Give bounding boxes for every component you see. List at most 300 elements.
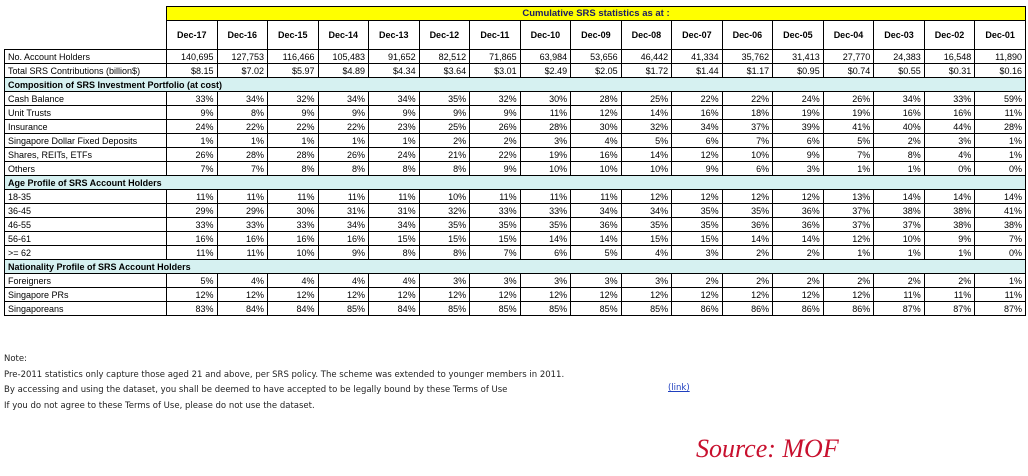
table-title: Cumulative SRS statistics as at : bbox=[167, 7, 1026, 21]
value-cell: 10% bbox=[520, 162, 571, 176]
value-cell: 16% bbox=[318, 232, 369, 246]
value-cell: 2% bbox=[773, 274, 824, 288]
value-cell: 12% bbox=[722, 288, 773, 302]
value-cell: 24,383 bbox=[874, 50, 925, 64]
value-cell: 85% bbox=[419, 302, 470, 316]
value-cell: 37% bbox=[874, 218, 925, 232]
value-cell: $2.49 bbox=[520, 64, 571, 78]
value-cell: 33% bbox=[924, 92, 975, 106]
value-cell: 3% bbox=[672, 246, 723, 260]
value-cell: 35% bbox=[419, 218, 470, 232]
value-cell: 87% bbox=[924, 302, 975, 316]
value-cell: 22% bbox=[318, 120, 369, 134]
value-cell: 32% bbox=[621, 120, 672, 134]
value-cell: 22% bbox=[672, 92, 723, 106]
value-cell: 1% bbox=[874, 162, 925, 176]
value-cell: 36% bbox=[773, 218, 824, 232]
value-cell: 3% bbox=[924, 134, 975, 148]
value-cell: 1% bbox=[975, 148, 1026, 162]
row-label: Total SRS Contributions (billion$) bbox=[5, 64, 167, 78]
value-cell: 105,483 bbox=[318, 50, 369, 64]
table-row bbox=[5, 134, 1026, 148]
blank-corner-cell bbox=[5, 7, 167, 21]
year-header-cell: Dec-13 bbox=[369, 21, 420, 50]
value-cell: 22% bbox=[268, 120, 319, 134]
value-cell: 11% bbox=[975, 288, 1026, 302]
value-cell: 16% bbox=[217, 232, 268, 246]
value-cell: 91,652 bbox=[369, 50, 420, 64]
value-cell: 16,548 bbox=[924, 50, 975, 64]
value-cell: 86% bbox=[773, 302, 824, 316]
value-cell: 11% bbox=[268, 190, 319, 204]
value-cell: 86% bbox=[672, 302, 723, 316]
value-cell: 11% bbox=[975, 106, 1026, 120]
value-cell: 9% bbox=[369, 106, 420, 120]
value-cell: 2% bbox=[773, 246, 824, 260]
value-cell: 8% bbox=[369, 162, 420, 176]
source-caption: Source: MOF bbox=[696, 434, 839, 463]
value-cell: 12% bbox=[369, 288, 420, 302]
year-header-cell: Dec-07 bbox=[672, 21, 723, 50]
value-cell: 33% bbox=[167, 218, 218, 232]
value-cell: 12% bbox=[823, 232, 874, 246]
value-cell: 12% bbox=[672, 288, 723, 302]
value-cell: 28% bbox=[217, 148, 268, 162]
value-cell: 16% bbox=[268, 232, 319, 246]
table-row bbox=[5, 246, 1026, 260]
year-header-cell: Dec-14 bbox=[318, 21, 369, 50]
value-cell: 22% bbox=[217, 120, 268, 134]
value-cell: 4% bbox=[924, 148, 975, 162]
value-cell: $7.02 bbox=[217, 64, 268, 78]
notes-heading: Note: bbox=[4, 354, 27, 364]
value-cell: 15% bbox=[621, 232, 672, 246]
section-title: Nationality Profile of SRS Account Holders bbox=[5, 260, 1026, 274]
value-cell: 11% bbox=[924, 288, 975, 302]
value-cell: 140,695 bbox=[167, 50, 218, 64]
value-cell: 1% bbox=[268, 134, 319, 148]
value-cell: $0.95 bbox=[773, 64, 824, 78]
value-cell: 33% bbox=[268, 218, 319, 232]
value-cell: 82,512 bbox=[419, 50, 470, 64]
value-cell: 16% bbox=[874, 106, 925, 120]
value-cell: 33% bbox=[470, 204, 521, 218]
value-cell: 2% bbox=[823, 274, 874, 288]
value-cell: 8% bbox=[419, 162, 470, 176]
value-cell: 35,762 bbox=[722, 50, 773, 64]
value-cell: $8.15 bbox=[167, 64, 218, 78]
value-cell: 4% bbox=[571, 134, 622, 148]
table-row bbox=[5, 232, 1026, 246]
value-cell: 12% bbox=[268, 288, 319, 302]
value-cell: 30% bbox=[268, 204, 319, 218]
value-cell: 14% bbox=[874, 190, 925, 204]
value-cell: 24% bbox=[167, 120, 218, 134]
year-header-cell: Dec-12 bbox=[419, 21, 470, 50]
row-label: Unit Trusts bbox=[5, 106, 167, 120]
value-cell: $4.34 bbox=[369, 64, 420, 78]
value-cell: 9% bbox=[470, 162, 521, 176]
value-cell: 19% bbox=[520, 148, 571, 162]
value-cell: 22% bbox=[470, 148, 521, 162]
value-cell: 44% bbox=[924, 120, 975, 134]
value-cell: 11% bbox=[217, 190, 268, 204]
value-cell: $3.64 bbox=[419, 64, 470, 78]
value-cell: 3% bbox=[520, 134, 571, 148]
value-cell: 35% bbox=[672, 204, 723, 218]
row-label: 36-45 bbox=[5, 204, 167, 218]
value-cell: 12% bbox=[621, 288, 672, 302]
year-header-cell: Dec-03 bbox=[874, 21, 925, 50]
value-cell: 12% bbox=[672, 148, 723, 162]
value-cell: 12% bbox=[318, 288, 369, 302]
value-cell: 27,770 bbox=[823, 50, 874, 64]
value-cell: 33% bbox=[520, 204, 571, 218]
value-cell: 37% bbox=[823, 218, 874, 232]
value-cell: 32% bbox=[268, 92, 319, 106]
value-cell: 19% bbox=[823, 106, 874, 120]
year-header-cell: Dec-04 bbox=[823, 21, 874, 50]
value-cell: 5% bbox=[621, 134, 672, 148]
value-cell: 36% bbox=[722, 218, 773, 232]
value-cell: 31,413 bbox=[773, 50, 824, 64]
value-cell: $0.74 bbox=[823, 64, 874, 78]
value-cell: 6% bbox=[722, 162, 773, 176]
value-cell: 35% bbox=[722, 204, 773, 218]
value-cell: 1% bbox=[874, 246, 925, 260]
value-cell: 53,656 bbox=[571, 50, 622, 64]
table-row bbox=[5, 64, 1026, 78]
value-cell: 0% bbox=[975, 162, 1026, 176]
value-cell: 5% bbox=[823, 134, 874, 148]
value-cell: $1.17 bbox=[722, 64, 773, 78]
value-cell: 36% bbox=[773, 204, 824, 218]
value-cell: 12% bbox=[823, 288, 874, 302]
value-cell: 11% bbox=[470, 190, 521, 204]
value-cell: 26% bbox=[167, 148, 218, 162]
value-cell: 16% bbox=[571, 148, 622, 162]
value-cell: 30% bbox=[571, 120, 622, 134]
value-cell: 11,890 bbox=[975, 50, 1026, 64]
value-cell: 14% bbox=[520, 232, 571, 246]
value-cell: 37% bbox=[823, 204, 874, 218]
value-cell: 9% bbox=[268, 106, 319, 120]
value-cell: 29% bbox=[167, 204, 218, 218]
value-cell: 10% bbox=[268, 246, 319, 260]
value-cell: 46,442 bbox=[621, 50, 672, 64]
value-cell: 4% bbox=[217, 274, 268, 288]
value-cell: 11% bbox=[217, 246, 268, 260]
value-cell: 2% bbox=[874, 134, 925, 148]
value-cell: 9% bbox=[773, 148, 824, 162]
table-row bbox=[5, 92, 1026, 106]
row-label: Cash Balance bbox=[5, 92, 167, 106]
table-row bbox=[5, 190, 1026, 204]
value-cell: 11% bbox=[520, 106, 571, 120]
value-cell: $4.89 bbox=[318, 64, 369, 78]
value-cell: 3% bbox=[773, 162, 824, 176]
value-cell: 4% bbox=[621, 246, 672, 260]
value-cell: 34% bbox=[217, 92, 268, 106]
value-cell: 26% bbox=[318, 148, 369, 162]
value-cell: 28% bbox=[571, 92, 622, 106]
value-cell: 36% bbox=[571, 218, 622, 232]
value-cell: 2% bbox=[722, 246, 773, 260]
value-cell: 9% bbox=[167, 106, 218, 120]
value-cell: 85% bbox=[470, 302, 521, 316]
table-row bbox=[5, 274, 1026, 288]
value-cell: 26% bbox=[470, 120, 521, 134]
value-cell: 10% bbox=[722, 148, 773, 162]
year-header-cell: Dec-17 bbox=[167, 21, 218, 50]
value-cell: 37% bbox=[722, 120, 773, 134]
table-row bbox=[5, 218, 1026, 232]
table-row bbox=[5, 288, 1026, 302]
value-cell: 7% bbox=[722, 134, 773, 148]
value-cell: 3% bbox=[621, 274, 672, 288]
value-cell: 12% bbox=[520, 288, 571, 302]
value-cell: 7% bbox=[167, 162, 218, 176]
value-cell: $0.31 bbox=[924, 64, 975, 78]
value-cell: 14% bbox=[924, 190, 975, 204]
value-cell: 34% bbox=[621, 204, 672, 218]
value-cell: $3.01 bbox=[470, 64, 521, 78]
value-cell: 4% bbox=[268, 274, 319, 288]
value-cell: $0.16 bbox=[975, 64, 1026, 78]
value-cell: 11% bbox=[874, 288, 925, 302]
value-cell: 116,466 bbox=[268, 50, 319, 64]
table-row bbox=[5, 148, 1026, 162]
value-cell: 1% bbox=[975, 134, 1026, 148]
value-cell: 85% bbox=[571, 302, 622, 316]
value-cell: 9% bbox=[672, 162, 723, 176]
row-label: 46-55 bbox=[5, 218, 167, 232]
value-cell: 6% bbox=[520, 246, 571, 260]
value-cell: 21% bbox=[419, 148, 470, 162]
value-cell: 31% bbox=[369, 204, 420, 218]
value-cell: 29% bbox=[217, 204, 268, 218]
value-cell: 34% bbox=[369, 92, 420, 106]
section-header-row bbox=[5, 176, 1026, 190]
value-cell: 12% bbox=[167, 288, 218, 302]
value-cell: 14% bbox=[621, 106, 672, 120]
value-cell: 7% bbox=[823, 148, 874, 162]
value-cell: 12% bbox=[672, 190, 723, 204]
value-cell: 28% bbox=[975, 120, 1026, 134]
value-cell: 38% bbox=[924, 204, 975, 218]
value-cell: 15% bbox=[672, 232, 723, 246]
value-cell: 38% bbox=[975, 218, 1026, 232]
year-header-cell: Dec-01 bbox=[975, 21, 1026, 50]
value-cell: 34% bbox=[369, 218, 420, 232]
value-cell: 10% bbox=[419, 190, 470, 204]
table-row bbox=[5, 162, 1026, 176]
value-cell: 12% bbox=[470, 288, 521, 302]
value-cell: 13% bbox=[823, 190, 874, 204]
value-cell: 7% bbox=[470, 246, 521, 260]
value-cell: 1% bbox=[167, 134, 218, 148]
value-cell: 30% bbox=[520, 92, 571, 106]
value-cell: $0.55 bbox=[874, 64, 925, 78]
value-cell: 41% bbox=[975, 204, 1026, 218]
value-cell: 3% bbox=[470, 274, 521, 288]
value-cell: 85% bbox=[318, 302, 369, 316]
value-cell: 31% bbox=[318, 204, 369, 218]
value-cell: 15% bbox=[419, 232, 470, 246]
value-cell: 1% bbox=[369, 134, 420, 148]
value-cell: 22% bbox=[722, 92, 773, 106]
row-label: Foreigners bbox=[5, 274, 167, 288]
value-cell: 32% bbox=[470, 92, 521, 106]
table-row bbox=[5, 120, 1026, 134]
value-cell: 34% bbox=[318, 92, 369, 106]
value-cell: 15% bbox=[369, 232, 420, 246]
value-cell: 5% bbox=[167, 274, 218, 288]
year-header-cell: Dec-02 bbox=[924, 21, 975, 50]
value-cell: 38% bbox=[924, 218, 975, 232]
srs-statistics-table bbox=[4, 6, 1026, 316]
value-cell: 38% bbox=[874, 204, 925, 218]
value-cell: 9% bbox=[318, 106, 369, 120]
row-label: Singapore Dollar Fixed Deposits bbox=[5, 134, 167, 148]
value-cell: 11% bbox=[520, 190, 571, 204]
value-cell: 6% bbox=[773, 134, 824, 148]
value-cell: 25% bbox=[621, 92, 672, 106]
note-line-1: Pre-2011 statistics only capture those aged 21 and above, per SRS policy. The scheme was extended to younger members in 2011. bbox=[4, 369, 565, 380]
value-cell: 35% bbox=[419, 92, 470, 106]
value-cell: 8% bbox=[419, 246, 470, 260]
value-cell: 14% bbox=[621, 148, 672, 162]
value-cell: 8% bbox=[217, 106, 268, 120]
value-cell: 1% bbox=[823, 162, 874, 176]
value-cell: 0% bbox=[975, 246, 1026, 260]
value-cell: 14% bbox=[571, 232, 622, 246]
table-row bbox=[5, 106, 1026, 120]
value-cell: 8% bbox=[268, 162, 319, 176]
value-cell: 11% bbox=[369, 190, 420, 204]
value-cell: 84% bbox=[268, 302, 319, 316]
value-cell: 11% bbox=[318, 190, 369, 204]
value-cell: 26% bbox=[823, 92, 874, 106]
value-cell: 63,984 bbox=[520, 50, 571, 64]
value-cell: 32% bbox=[419, 204, 470, 218]
value-cell: 12% bbox=[571, 106, 622, 120]
notes-block bbox=[4, 352, 564, 414]
value-cell: 9% bbox=[470, 106, 521, 120]
value-cell: $5.97 bbox=[268, 64, 319, 78]
value-cell: 4% bbox=[369, 274, 420, 288]
value-cell: 71,865 bbox=[470, 50, 521, 64]
row-label: No. Account Holders bbox=[5, 50, 167, 64]
value-cell: 12% bbox=[722, 190, 773, 204]
value-cell: 10% bbox=[621, 162, 672, 176]
value-cell: 7% bbox=[975, 232, 1026, 246]
value-cell: 33% bbox=[217, 218, 268, 232]
value-cell: 2% bbox=[672, 274, 723, 288]
value-cell: 85% bbox=[520, 302, 571, 316]
value-cell: $2.05 bbox=[571, 64, 622, 78]
value-cell: 11% bbox=[167, 246, 218, 260]
value-cell: 41% bbox=[823, 120, 874, 134]
row-label: Singapore PRs bbox=[5, 288, 167, 302]
table-row bbox=[5, 302, 1026, 316]
value-cell: 33% bbox=[167, 92, 218, 106]
value-cell: 12% bbox=[217, 288, 268, 302]
value-cell: 84% bbox=[217, 302, 268, 316]
value-cell: 8% bbox=[369, 246, 420, 260]
value-cell: 14% bbox=[722, 232, 773, 246]
value-cell: 28% bbox=[268, 148, 319, 162]
table-row bbox=[5, 204, 1026, 218]
table-banner-row bbox=[5, 7, 1026, 21]
value-cell: 5% bbox=[571, 246, 622, 260]
value-cell: 14% bbox=[975, 190, 1026, 204]
value-cell: 84% bbox=[369, 302, 420, 316]
value-cell: 0% bbox=[924, 162, 975, 176]
terms-of-use-link[interactable]: (link) bbox=[668, 383, 690, 393]
value-cell: 1% bbox=[975, 274, 1026, 288]
value-cell: 23% bbox=[369, 120, 420, 134]
value-cell: $1.44 bbox=[672, 64, 723, 78]
value-cell: 35% bbox=[470, 218, 521, 232]
value-cell: 18% bbox=[722, 106, 773, 120]
value-cell: 8% bbox=[318, 162, 369, 176]
value-cell: 2% bbox=[419, 134, 470, 148]
value-cell: 40% bbox=[874, 120, 925, 134]
row-label: >= 62 bbox=[5, 246, 167, 260]
value-cell: 1% bbox=[217, 134, 268, 148]
value-cell: 12% bbox=[621, 190, 672, 204]
value-cell: 3% bbox=[571, 274, 622, 288]
blank-corner-cell bbox=[5, 21, 167, 50]
table-row bbox=[5, 50, 1026, 64]
value-cell: 2% bbox=[470, 134, 521, 148]
value-cell: 34% bbox=[571, 204, 622, 218]
value-cell: 127,753 bbox=[217, 50, 268, 64]
value-cell: 34% bbox=[874, 92, 925, 106]
value-cell: 25% bbox=[419, 120, 470, 134]
year-header-cell: Dec-06 bbox=[722, 21, 773, 50]
value-cell: 86% bbox=[722, 302, 773, 316]
value-cell: 24% bbox=[773, 92, 824, 106]
value-cell: 4% bbox=[318, 274, 369, 288]
note-line-3: If you do not agree to these Terms of Use, please do not use the dataset. bbox=[4, 400, 315, 411]
value-cell: 3% bbox=[419, 274, 470, 288]
row-label: Insurance bbox=[5, 120, 167, 134]
value-cell: 1% bbox=[823, 246, 874, 260]
value-cell: 35% bbox=[520, 218, 571, 232]
row-label: Singaporeans bbox=[5, 302, 167, 316]
value-cell: 35% bbox=[672, 218, 723, 232]
value-cell: 14% bbox=[773, 232, 824, 246]
value-cell: 16% bbox=[672, 106, 723, 120]
year-header-cell: Dec-08 bbox=[621, 21, 672, 50]
value-cell: 41,334 bbox=[672, 50, 723, 64]
value-cell: 12% bbox=[419, 288, 470, 302]
value-cell: 9% bbox=[419, 106, 470, 120]
section-header-row bbox=[5, 260, 1026, 274]
section-title: Age Profile of SRS Account Holders bbox=[5, 176, 1026, 190]
value-cell: 12% bbox=[773, 190, 824, 204]
value-cell: 39% bbox=[773, 120, 824, 134]
value-cell: 2% bbox=[924, 274, 975, 288]
value-cell: 11% bbox=[571, 190, 622, 204]
year-header-cell: Dec-16 bbox=[217, 21, 268, 50]
value-cell: $1.72 bbox=[621, 64, 672, 78]
value-cell: 16% bbox=[167, 232, 218, 246]
value-cell: 9% bbox=[924, 232, 975, 246]
value-cell: 85% bbox=[621, 302, 672, 316]
